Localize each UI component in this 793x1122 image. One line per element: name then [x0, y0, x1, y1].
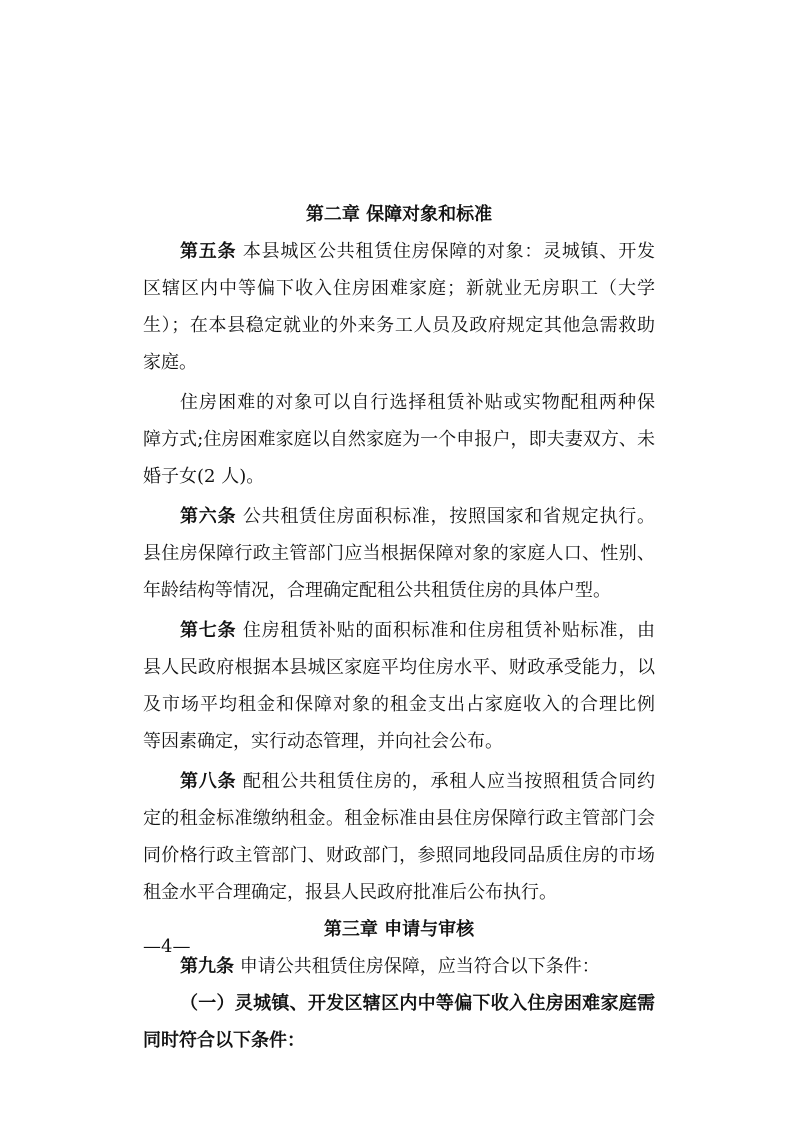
article-7	[143, 612, 655, 760]
article-9	[143, 948, 655, 985]
article-5-p2-line-2: 障方式;住房困难家庭以自然家庭为一个申报户，即夫妻双方、未	[143, 429, 655, 450]
article-8-line-1: 配租公共租赁住房的，承租人应当按照租赁合同约	[242, 771, 655, 792]
article-5-line-3: 生）；在本县稳定就业的外来务工人员及政府规定其他急需救助	[143, 315, 655, 336]
item-1-line-1: （一）灵城镇、开发区辖区内中等偏下收入住房困难家庭需	[180, 993, 655, 1014]
article-9-item-1	[143, 985, 655, 1059]
article-8-line-4: 租金水平合理确定，报县人民政府批准后公布执行。	[143, 882, 557, 903]
article-7-label: 第七条	[180, 620, 237, 641]
article-6-label: 第六条	[180, 506, 237, 527]
article-9-line-1: 申请公共租赁住房保障，应当符合以下条件：	[239, 956, 600, 977]
article-5	[143, 233, 655, 381]
page-number: —4—	[143, 936, 191, 957]
article-6-line-1: 公共租赁住房面积标准，按照国家和省规定执行。	[242, 506, 655, 527]
article-5-label: 第五条	[180, 241, 237, 262]
article-5-line-2: 区辖区内中等偏下收入住房困难家庭；新就业无房职工（大学	[143, 278, 655, 299]
article-9-label: 第九条	[180, 956, 234, 977]
article-6-line-2: 县住房保障行政主管部门应当根据保障对象的家庭人口、性别、	[143, 543, 655, 564]
article-5-line-4: 家庭。	[143, 352, 197, 373]
article-8-line-2: 定的租金标准缴纳租金。租金标准由县住房保障行政主管部门会	[143, 808, 655, 829]
article-7-line-4: 等因素确定，实行动态管理，并向社会公布。	[143, 731, 503, 752]
chapter-3-heading: 第三章 申请与审核	[323, 919, 475, 940]
document-body	[143, 196, 655, 1059]
article-8-label: 第八条	[180, 771, 237, 792]
article-7-line-3: 及市场平均租金和保障对象的租金支出占家庭收入的合理比例	[143, 694, 655, 715]
article-7-line-1: 住房租赁补贴的面积标准和住房租赁补贴标准，由	[242, 620, 655, 641]
item-1-line-2: 同时符合以下条件：	[143, 1030, 305, 1051]
article-5-p2-line-3: 婚子女(2 人)。	[143, 466, 265, 487]
article-8	[143, 763, 655, 911]
article-5-paragraph-2	[143, 384, 655, 495]
article-8-line-3: 同价格行政主管部门、财政部门，参照同地段同品质住房的市场	[143, 845, 655, 866]
article-5-p2-line-1: 住房困难的对象可以自行选择租赁补贴或实物配租两种保	[180, 392, 655, 413]
article-6-line-3: 年龄结构等情况，合理确定配租公共租赁住房的具体户型。	[143, 580, 611, 601]
article-6	[143, 498, 655, 609]
article-5-line-1: 本县城区公共租赁住房保障的对象：灵城镇、开发	[242, 241, 655, 262]
chapter-2-heading: 第二章 保障对象和标准	[305, 204, 493, 225]
article-7-line-2: 县人民政府根据本县城区家庭平均住房水平、财政承受能力，以	[143, 657, 655, 678]
